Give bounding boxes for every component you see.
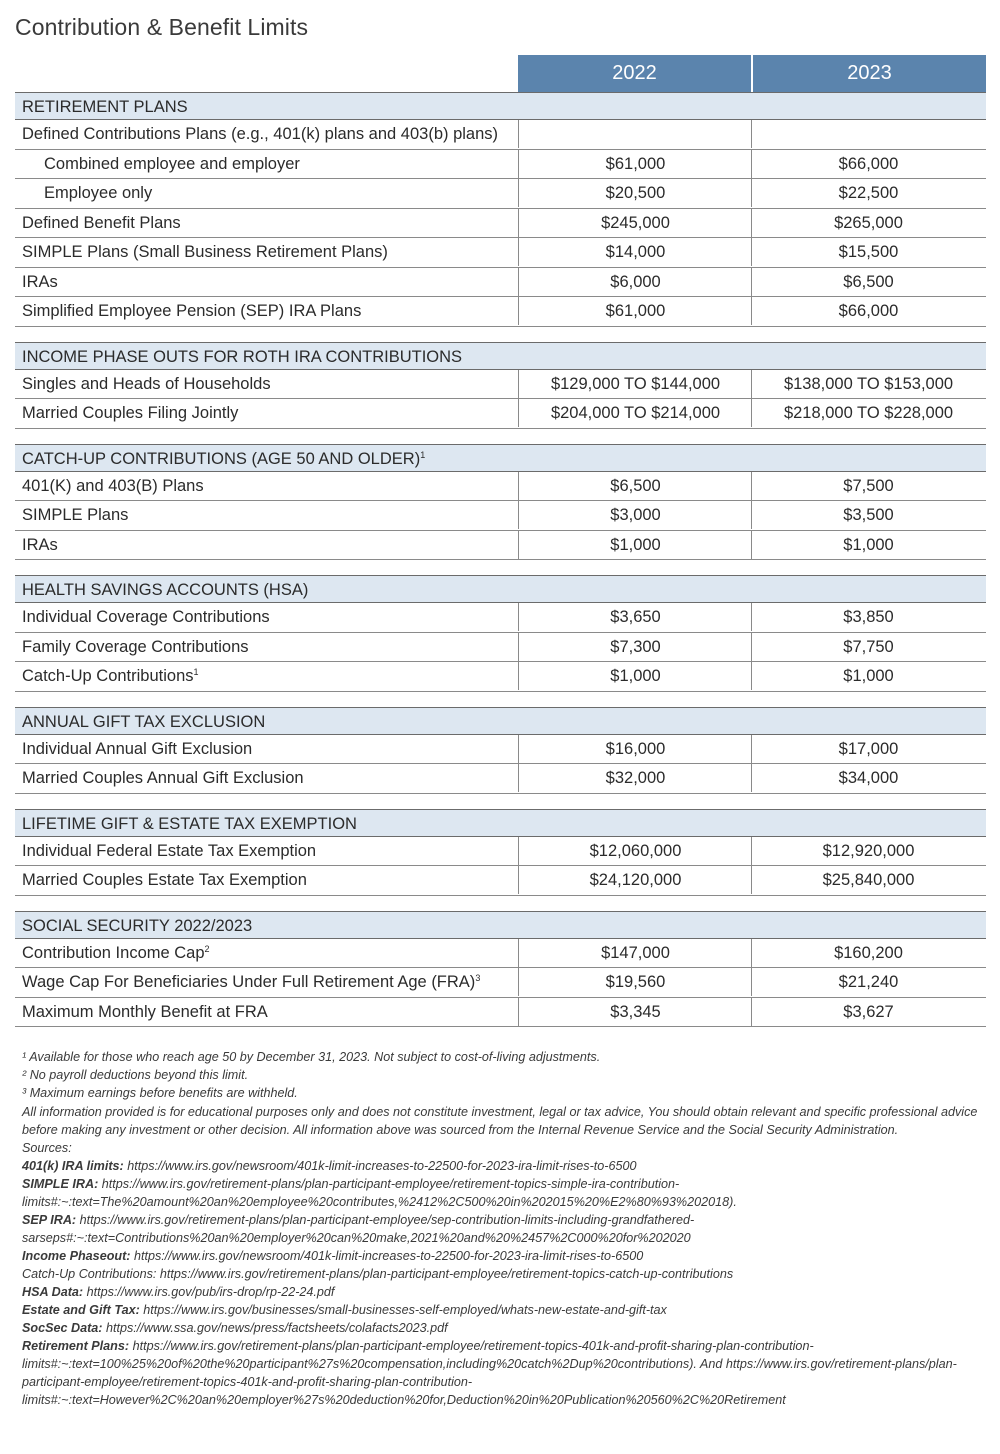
table-row (15, 866, 986, 896)
source-item (22, 1337, 987, 1409)
value-2022: $129,000 TO $144,000 (518, 370, 752, 398)
footnote-marker: 1 (420, 449, 426, 460)
value-2022: $6,000 (518, 268, 752, 296)
sources-list (22, 1157, 987, 1409)
value-2023: $7,750 (751, 633, 985, 661)
value-2023: $17,000 (751, 735, 985, 763)
value-2022: $61,000 (518, 297, 752, 325)
table-row (15, 179, 986, 209)
source-item (22, 1283, 987, 1301)
row-label-text: Wage Cap For Beneficiaries Under Full Retirement Age (FRA) (22, 973, 476, 991)
source-label: Retirement Plans: (22, 1339, 130, 1353)
row-label (22, 238, 388, 266)
value-2023: $22,500 (751, 179, 985, 207)
value-2022: $245,000 (518, 209, 752, 237)
value-2022: $20,500 (518, 179, 752, 207)
value-2022: $3,345 (518, 998, 752, 1026)
table-header (15, 55, 986, 92)
value-2023: $138,000 TO $153,000 (751, 370, 985, 398)
row-label (22, 472, 204, 500)
value-2022: $1,000 (518, 531, 752, 559)
row-label (22, 735, 252, 763)
source-link[interactable]: https://www.irs.gov/pub/irs-drop/rp-22-24.pdf (86, 1285, 335, 1299)
value-2022: $14,000 (518, 238, 752, 266)
value-2023: $66,000 (751, 297, 985, 325)
table-body (15, 92, 986, 1027)
footnote-list (22, 1048, 987, 1102)
table-row (15, 764, 986, 794)
value-2023: $15,500 (751, 238, 985, 266)
footnote-marker: 1 (193, 667, 199, 677)
row-label (22, 501, 128, 529)
table-row (15, 998, 986, 1028)
value-2023: $12,920,000 (751, 837, 985, 865)
row-label (22, 633, 249, 661)
row-label (22, 837, 316, 865)
source-item (22, 1211, 987, 1247)
table-row (15, 472, 986, 502)
value-2022: $204,000 TO $214,000 (518, 399, 752, 427)
value-2022: $16,000 (518, 735, 752, 763)
value-2022: $6,500 (518, 472, 752, 500)
value-2022: $7,300 (518, 633, 752, 661)
row-label-text: Defined Contributions Plans (e.g., 401(k) plans and 403(b) plans) (22, 125, 499, 143)
source-link[interactable]: https://www.irs.gov/retirement-plans/plan-participant-employee/sep-contribution-limits-including-grandfathered-sarseps#:~:text=Contributions%20an%20employer%20can%20make,2021%20and%20%2457%2C000%20for%202020 (22, 1213, 695, 1245)
row-label (22, 662, 199, 690)
footnote-marker: 2 (204, 943, 210, 954)
source-link[interactable]: https://www.irs.gov/retirement-plans/plan-participant-employee/retirement-topics-simple-ira-contribution-limits#:~:text=The%20amount%20an%20employee%20contributes,%2412%2C500%20in%202015%20%E2%80%93%202018). (22, 1177, 737, 1209)
section-gap (15, 429, 986, 444)
page-title: Contribution & Benefit Limits (15, 14, 309, 40)
footnote-marker: 3 (475, 973, 481, 983)
value-2022: $1,000 (518, 662, 752, 690)
section-heading (15, 809, 986, 837)
row-label (22, 603, 270, 631)
value-2023: $1,000 (751, 531, 985, 559)
source-link[interactable]: https://www.irs.gov/newsroom/401k-limit-increases-to-22500-for-2023-ira-limit-rises-to-6500 (133, 1249, 644, 1263)
section-title: CATCH-UP CONTRIBUTIONS (AGE 50 AND OLDER) (22, 449, 421, 468)
table-row (15, 968, 986, 998)
source-item (22, 1301, 987, 1319)
row-label (22, 297, 361, 325)
table-row (15, 150, 986, 180)
source-link[interactable]: https://www.irs.gov/newsroom/401k-limit-increases-to-22500-for-2023-ira-limit-rises-to-6500 (127, 1159, 637, 1173)
table-row (15, 370, 986, 400)
row-label-text: IRAs (22, 272, 58, 291)
source-label: Income Phaseout: (22, 1249, 131, 1263)
row-label (22, 399, 238, 427)
value-2022: $147,000 (518, 939, 752, 967)
value-2022 (518, 120, 752, 148)
value-2022: $61,000 (518, 150, 752, 178)
value-2022: $3,000 (518, 501, 752, 529)
value-2023: $218,000 TO $228,000 (751, 399, 985, 427)
section-gap (15, 692, 986, 707)
value-2023: $34,000 (751, 764, 985, 792)
row-label-text: SIMPLE Plans (22, 506, 129, 524)
value-2023: $3,627 (751, 998, 985, 1026)
source-label: 401(k) IRA limits: (22, 1159, 124, 1173)
table-row (15, 633, 986, 663)
source-label: Catch-Up Contributions: (22, 1267, 157, 1281)
footnote: ¹ Available for those who reach age 50 by December 31, 2023. Not subject to cost-of-living adjustments. (22, 1050, 601, 1064)
section-title: ANNUAL GIFT TAX EXCLUSION (22, 712, 266, 731)
row-label (22, 939, 210, 967)
section-heading (15, 342, 986, 370)
value-2022: $12,060,000 (518, 837, 752, 865)
source-link[interactable]: https://www.irs.gov/retirement-plans/plan-participant-employee/retirement-topics-401k-and-profit-sharing-plan-contribution-limits#:~:text=100%25%20of%20the%20participant%27s%20compensation,including%20catch%2Dup%20contributions). And https://www.irs.gov/retirement-plans/plan-participant-employee/retirement-topics-401k-and-profit-sharing-plan-contribution-limits#:~:text=However%2C%20an%20employer%27s%20deduction%20for,Deduction%20in%20Publication%20560%2C%20Retirement (22, 1339, 957, 1407)
value-2023: $3,850 (751, 603, 985, 631)
source-item (22, 1265, 987, 1283)
table-row (15, 735, 986, 765)
section-heading (15, 707, 986, 735)
row-label-text: Individual Federal Estate Tax Exemption (22, 841, 317, 860)
value-2023: $6,500 (751, 268, 985, 296)
source-link[interactable]: https://www.ssa.gov/news/press/factsheets/colafacts2023.pdf (106, 1321, 448, 1335)
table-row (15, 268, 986, 298)
row-label-text: Combined employee and employer (44, 154, 300, 173)
table-row (15, 603, 986, 633)
value-2023: $1,000 (751, 662, 985, 690)
row-label-text: Maximum Monthly Benefit at FRA (22, 1002, 268, 1021)
row-label (22, 968, 480, 996)
source-link[interactable]: https://www.irs.gov/retirement-plans/plan-participant-employee/retirement-topics-catch-up-contributions (159, 1267, 734, 1281)
section-gap (15, 896, 986, 911)
section-gap (15, 794, 986, 809)
row-label (22, 998, 268, 1026)
row-label-text: Individual Annual Gift Exclusion (22, 739, 253, 758)
source-item (22, 1175, 987, 1211)
table-row (15, 297, 986, 327)
value-2023: $25,840,000 (751, 866, 985, 894)
row-label-text: Catch-Up Contributions (22, 667, 194, 685)
table-row (15, 238, 986, 268)
row-label-text: Simplified Employee Pension (SEP) IRA Plans (22, 302, 362, 320)
value-2023: $265,000 (751, 209, 985, 237)
value-2023: $21,240 (751, 968, 985, 996)
table-row (15, 531, 986, 561)
value-2023: $3,500 (751, 501, 985, 529)
footnote: ² No payroll deductions beyond this limit. (22, 1068, 249, 1082)
source-label: SocSec Data: (22, 1321, 103, 1335)
row-label (22, 764, 304, 792)
section-gap (15, 327, 986, 342)
section-title: INCOME PHASE OUTS FOR ROTH IRA CONTRIBUTIONS (22, 347, 463, 366)
row-label (22, 370, 271, 398)
source-link[interactable]: https://www.irs.gov/businesses/small-businesses-self-employed/whats-new-estate-and-gift-tax (143, 1303, 667, 1317)
row-label-text: Individual Coverage Contributions (22, 608, 270, 626)
row-label-text: Defined Benefit Plans (22, 213, 181, 232)
table-row (15, 939, 986, 969)
row-label (22, 268, 58, 296)
column-header-2022: 2022 (518, 55, 751, 92)
value-2023: $160,200 (751, 939, 985, 967)
section-title: LIFETIME GIFT & ESTATE TAX EXEMPTION (22, 814, 357, 833)
row-label (44, 150, 300, 178)
source-item (22, 1247, 987, 1265)
row-label-text: IRAs (22, 535, 58, 554)
row-label (22, 531, 58, 559)
footnote: ³ Maximum earnings before benefits are withheld. (22, 1086, 298, 1100)
section-heading (15, 575, 986, 603)
section-title: HEALTH SAVINGS ACCOUNTS (HSA) (22, 581, 309, 599)
value-2022: $19,560 (518, 968, 752, 996)
column-header-2023: 2023 (753, 55, 986, 92)
row-label-text: Married Couples Filing Jointly (22, 404, 239, 422)
disclaimer: All information provided is for educational purposes only and does not constitute investment, legal or tax advice, You should obtain relevant and specific professional advice before making any investment or other decision. All information above was sourced from the Internal Revenue Service and the Social Security Administration. (22, 1105, 978, 1137)
row-label-text: 401(K) and 403(B) Plans (22, 476, 204, 495)
row-label-text: Married Couples Annual Gift Exclusion (22, 769, 304, 787)
section-heading (15, 92, 986, 120)
value-2023: $7,500 (751, 472, 985, 500)
section-title: SOCIAL SECURITY 2022/2023 (22, 916, 253, 935)
source-item (22, 1319, 987, 1337)
source-label: SEP IRA: (22, 1213, 77, 1227)
table-row (15, 120, 986, 150)
footnotes-block (22, 1048, 987, 1409)
table-row (15, 501, 986, 531)
row-label-text: Family Coverage Contributions (22, 637, 249, 656)
value-2022: $3,650 (518, 603, 752, 631)
value-2023: $66,000 (751, 150, 985, 178)
source-label: SIMPLE IRA: (22, 1177, 99, 1191)
source-label: Estate and Gift Tax: (22, 1303, 140, 1317)
row-label (22, 209, 181, 237)
row-label-text: Contribution Income Cap (22, 943, 205, 962)
row-label-text: Married Couples Estate Tax Exemption (22, 871, 307, 889)
section-heading (15, 444, 986, 472)
section-gap (15, 560, 986, 575)
table-row (15, 662, 986, 692)
source-label: HSA Data: (22, 1285, 84, 1299)
row-label (22, 120, 498, 148)
value-2022: $32,000 (518, 764, 752, 792)
sources-heading: Sources: (22, 1141, 72, 1155)
section-heading (15, 911, 986, 939)
section-title: RETIREMENT PLANS (22, 98, 188, 116)
limits-table (15, 55, 986, 1027)
value-2023 (751, 120, 985, 148)
row-label (22, 866, 307, 894)
row-label (44, 179, 152, 207)
row-label-text: Employee only (44, 184, 153, 202)
table-row (15, 837, 986, 867)
table-row (15, 209, 986, 239)
table-row (15, 399, 986, 429)
value-2022: $24,120,000 (518, 866, 752, 894)
row-label-text: Singles and Heads of Households (22, 374, 271, 393)
source-item (22, 1157, 987, 1175)
row-label-text: SIMPLE Plans (Small Business Retirement Plans) (22, 243, 388, 261)
